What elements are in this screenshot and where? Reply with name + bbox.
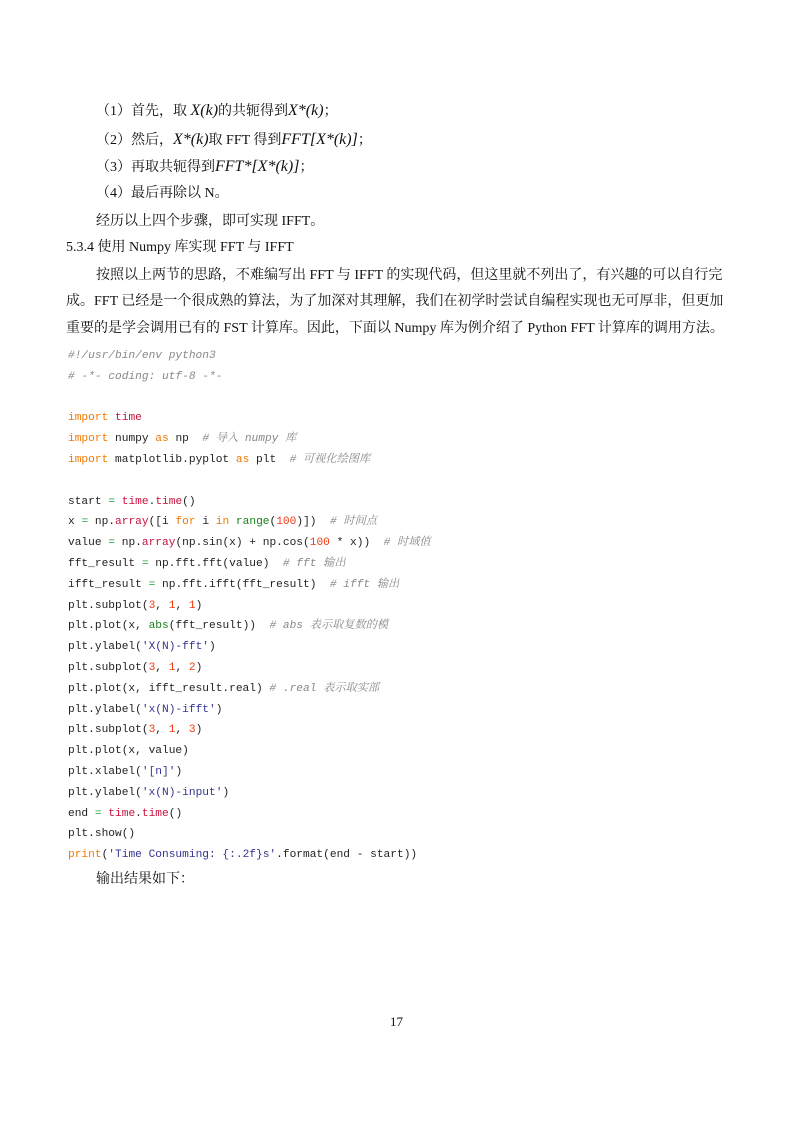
code-line	[68, 388, 431, 409]
code-token: ,	[155, 724, 169, 737]
code-token: print	[68, 849, 102, 862]
code-token	[108, 412, 115, 424]
code-token: time	[121, 495, 149, 508]
code-line	[68, 450, 431, 471]
step-text: 取 FFT 得到	[208, 133, 282, 148]
code-line	[68, 408, 431, 429]
code-line	[68, 471, 431, 492]
code-token: )])	[296, 516, 330, 529]
math: X*(k)	[288, 102, 324, 119]
code-token: as	[155, 433, 169, 446]
code-token: 100	[309, 537, 330, 550]
step-text: （1）首先，取	[96, 104, 191, 119]
code-token: # 时间点	[329, 516, 377, 529]
math: X*(k)	[173, 131, 209, 148]
code-token: 1	[188, 599, 196, 612]
code-token: ()	[168, 807, 183, 820]
code-token: .format(end - start))	[276, 849, 418, 862]
code-token: ,	[175, 661, 189, 674]
code-token: time	[141, 807, 169, 820]
step-1	[96, 100, 338, 120]
code-line	[68, 804, 431, 825]
code-token: )	[222, 786, 230, 799]
code-token: 1	[168, 724, 176, 737]
code-token: matplotlib.pyplot	[108, 453, 236, 466]
code-token: range	[235, 516, 270, 529]
code-line	[68, 824, 431, 845]
code-token: 'x(N)-input'	[141, 786, 223, 799]
code-token: numpy	[108, 433, 156, 446]
code-token: )	[195, 599, 203, 612]
code-line	[68, 596, 431, 617]
code-token: (	[269, 516, 277, 529]
code-line	[68, 720, 431, 741]
code-token	[229, 516, 236, 528]
code-token: .	[135, 807, 142, 820]
code-token: plt.subplot(	[68, 661, 149, 674]
code-token: # ifft 输出	[329, 578, 400, 591]
code-token: 'x(N)-ifft'	[141, 703, 216, 716]
code-token: time	[115, 412, 142, 425]
code-token: np	[168, 433, 203, 446]
code-line	[68, 533, 431, 554]
code-line	[68, 575, 431, 596]
code-token: end	[68, 807, 95, 820]
code-line	[68, 429, 431, 450]
code-token: time	[108, 807, 136, 820]
code-token: 3	[148, 724, 156, 737]
code-token: for	[175, 516, 196, 529]
code-token: ,	[155, 599, 169, 612]
summary: 经历以上四个步骤，即可实现 IFFT。	[96, 214, 325, 229]
code-token: # 导入 numpy 库	[202, 433, 297, 446]
code-token: plt.plot(x, value)	[68, 745, 189, 758]
code-token: array	[141, 537, 176, 550]
code-token: plt.show()	[68, 828, 136, 841]
code-token: abs	[148, 620, 169, 633]
code-token: ,	[155, 661, 169, 674]
code-token: import	[68, 412, 109, 425]
code-token: import	[68, 453, 109, 466]
code-token: np.fft.ifft(fft_result)	[155, 578, 330, 591]
math: FFT*[X*(k)]	[215, 158, 300, 175]
code-line	[68, 658, 431, 679]
code-token: array	[115, 516, 149, 529]
code-token: fft_result	[68, 557, 142, 570]
code-token: ,	[175, 724, 189, 737]
step-text: （2）然后，	[96, 133, 173, 148]
code-token: =	[148, 578, 156, 591]
code-token: plt.ylabel(	[68, 641, 142, 654]
code-token: )	[209, 641, 216, 654]
code-token: =	[94, 807, 102, 820]
code-token: #!/usr/bin/env python3	[68, 350, 216, 362]
code-token: np.	[115, 537, 142, 550]
code-token: (fft_result))	[168, 620, 270, 633]
code-token: =	[108, 495, 116, 508]
code-token: # fft 输出	[282, 557, 346, 570]
code-token: in	[215, 516, 230, 529]
code-token: 'Time Consuming: {:.2f}s'	[108, 849, 277, 862]
code-line	[68, 845, 431, 866]
step-text: （4）最后再除以 N。	[96, 186, 229, 201]
code-token: import	[68, 433, 109, 446]
code-token: ([i	[148, 516, 176, 529]
code-line	[68, 616, 431, 637]
code-token: # -*- coding: utf-8 -*-	[68, 370, 223, 383]
code-token: 3	[188, 724, 196, 737]
code-token: 'X(N)-fft'	[141, 641, 209, 654]
code-line	[68, 346, 431, 367]
code-line	[68, 512, 431, 533]
code-token: x	[68, 516, 82, 529]
code-line	[68, 762, 431, 783]
code-token: )	[195, 661, 203, 674]
code-line	[68, 367, 431, 388]
code-line	[68, 700, 431, 721]
code-token: .	[148, 495, 156, 508]
paragraph-line: 按照以上两节的思路，不难编写出 FFT 与 IFFT 的实现代码，但这里就不列出了，有兴趣的可以自行完	[96, 268, 723, 283]
code-token: =	[81, 516, 89, 529]
code-block	[68, 346, 431, 866]
code-token	[115, 496, 122, 508]
code-token: np.	[88, 516, 116, 529]
code-token: )	[175, 765, 183, 778]
code-line	[68, 783, 431, 804]
step-text: ；	[299, 160, 314, 175]
code-token: plt.plot(x,	[68, 620, 149, 633]
step-text: ；	[357, 133, 372, 148]
code-token: 100	[276, 516, 297, 529]
code-token: plt.subplot(	[68, 724, 149, 737]
code-token: plt.plot(x, ifft_result.real)	[68, 682, 270, 695]
code-token: np.fft.fft(value)	[148, 557, 283, 570]
code-token: # abs 表示取复数的模	[269, 620, 389, 633]
code-token: i	[195, 516, 216, 529]
code-token: start	[68, 495, 109, 508]
code-token: plt.ylabel(	[68, 786, 142, 799]
code-token: ifft_result	[68, 578, 149, 591]
code-token: 3	[148, 661, 156, 674]
code-token: # .real 表示取实部	[269, 682, 380, 695]
step-2	[96, 129, 372, 149]
code-token: (	[101, 849, 109, 862]
step-4	[96, 182, 229, 202]
code-token: # 时域值	[383, 537, 431, 550]
step-3	[96, 156, 313, 176]
code-token: =	[141, 557, 149, 570]
code-token: )	[215, 703, 223, 716]
code-token: )	[195, 724, 203, 737]
code-token: 2	[188, 661, 196, 674]
code-token: # 可视化绘图库	[289, 453, 371, 466]
step-text: ；	[323, 104, 338, 119]
code-line	[68, 741, 431, 762]
step-text: （3）再取共轭得到	[96, 160, 215, 175]
code-token: plt.ylabel(	[68, 703, 142, 716]
code-line	[68, 554, 431, 575]
code-token: as	[235, 453, 250, 466]
paragraph-line: 重要的是学会调用已有的 FST 计算库。因此，下面以 Numpy 库为例介绍了 Python FFT 计算库的调用方法。	[66, 321, 724, 336]
paragraph-line: 成。FFT 已经是一个很成熟的算法，为了加深对其理解，我们在初学时尝试自编程实现也无可厚非，但更加	[66, 294, 724, 309]
code-token: plt	[249, 453, 290, 466]
section-heading: 5.3.4 使用 Numpy 库实现 FFT 与 IFFT	[66, 240, 294, 255]
code-token: ,	[175, 599, 189, 612]
code-token: time	[155, 495, 183, 508]
output-intro: 输出结果如下：	[96, 872, 194, 887]
code-token: =	[108, 537, 116, 550]
code-line	[68, 637, 431, 658]
code-line	[68, 679, 431, 700]
math: FFT[X*(k)]	[281, 131, 358, 148]
code-token: * x))	[329, 537, 384, 550]
code-token: plt.xlabel(	[68, 765, 142, 778]
code-token: plt.subplot(	[68, 599, 149, 612]
code-token: ()	[182, 495, 196, 508]
step-text: 的共轭得到	[218, 104, 289, 119]
page-number: 17	[390, 1014, 403, 1029]
code-token: '[n]'	[141, 765, 176, 778]
math: X(k)	[190, 102, 219, 119]
code-token: (np.sin(x) + np.cos(	[175, 537, 310, 550]
code-token: 3	[148, 599, 156, 612]
code-token: 1	[168, 661, 176, 674]
code-line	[68, 492, 431, 513]
code-token: 1	[168, 599, 176, 612]
code-token: value	[68, 537, 109, 550]
